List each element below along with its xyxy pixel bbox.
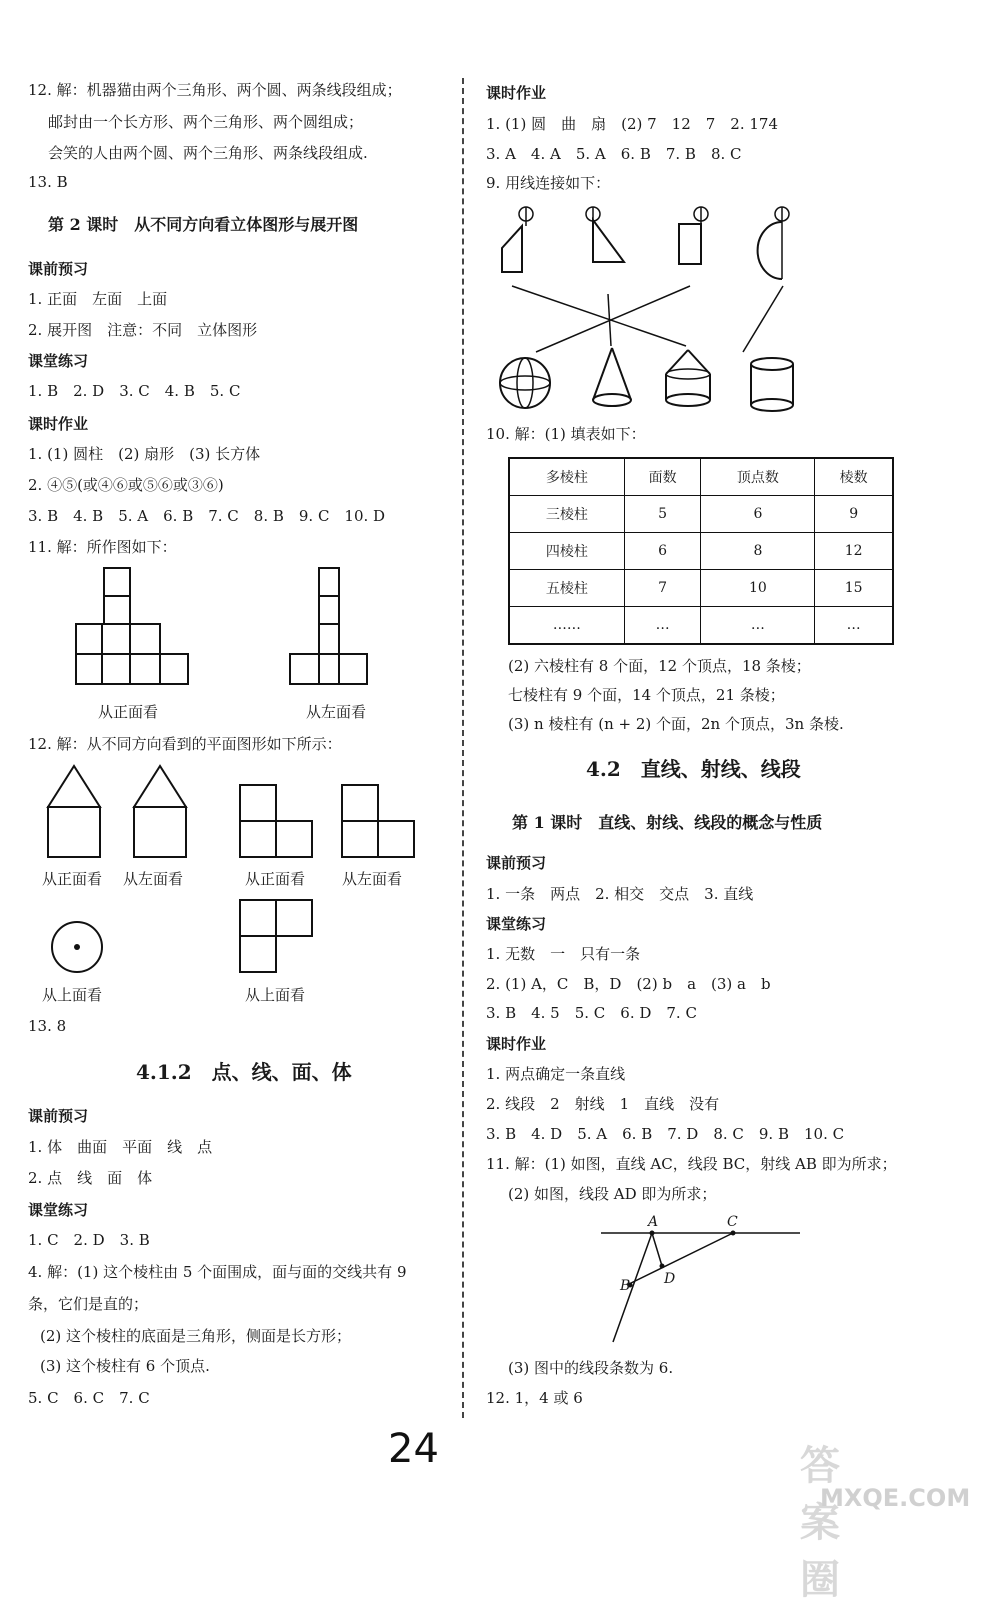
right-answer-1: 1. (1) 圆 曲 扇 (2) 7 12 7 2. 174: [486, 115, 778, 133]
label-left-view-2: 从左面看: [123, 870, 184, 888]
right-answer-10-4: (3) n 棱柱有 (n + 2) 个面，2n 个顶点，3n 条棱.: [508, 715, 844, 733]
table-cell: 7: [624, 570, 701, 607]
label-top-view-2: 从上面看: [245, 986, 306, 1004]
label-front-view-3: 从正面看: [245, 870, 306, 888]
preview-b-answer-1: 1. 体 曲面 平面 线 点: [28, 1138, 213, 1156]
homework-heading: 课时作业: [28, 415, 89, 433]
classwork-b-q4-line4: (3) 这个棱柱有 6 个顶点.: [40, 1357, 210, 1375]
lesson2-title: 第 2 课时 从不同方向看立体图形与展开图: [48, 215, 359, 234]
homework-answer-11: 11. 解：所作图如下：: [28, 538, 177, 556]
preview-answer-2: 2. 展开图 注意：不同 立体图形: [28, 321, 258, 339]
table-cell: ……: [509, 607, 624, 645]
right-answer-9: 9. 用线连接如下：: [486, 174, 611, 192]
page-number: 24: [388, 1426, 439, 1472]
table-cell: 四棱柱: [509, 533, 624, 570]
table-cell: 9: [815, 496, 893, 533]
label-front-view-2: 从正面看: [42, 870, 103, 888]
right-answer-10: 10. 解：(1) 填表如下：: [486, 425, 646, 443]
label-left-view-3: 从左面看: [342, 870, 403, 888]
table-cell: …: [701, 607, 815, 645]
right-classwork-heading: 课堂练习: [486, 915, 547, 933]
table-cell: 10: [701, 570, 815, 607]
table-row: [509, 570, 893, 607]
right-preview-heading: 课前预习: [486, 854, 547, 872]
right-answer-10-2: (2) 六棱柱有 8 个面，12 个顶点，18 条棱；: [508, 657, 811, 675]
table-header-row: [509, 458, 893, 496]
q12-line-2: 邮封由一个长方形、两个三角形、两个圆组成；: [48, 113, 364, 131]
table-cell: …: [624, 607, 701, 645]
table-row: [509, 496, 893, 533]
point-label-d: D: [664, 1271, 676, 1287]
table-header: 多棱柱: [509, 458, 624, 496]
table-cell: 15: [815, 570, 893, 607]
point-label-b: B: [620, 1278, 631, 1294]
table-cell: …: [815, 607, 893, 645]
table-cell: 5: [624, 496, 701, 533]
watermark-url: MXQE.COM: [820, 1484, 971, 1512]
q12-line-3: 会笑的人由两个圆、两个三角形、两条线段组成.: [48, 144, 368, 162]
homework-answer-1: 1. (1) 圆柱 (2) 扇形 (3) 长方体: [28, 445, 261, 463]
right-homework-11c: (3) 图中的线段条数为 6.: [508, 1359, 674, 1377]
right-classwork-1: 1. 无数 一 只有一条: [486, 945, 641, 963]
classwork-heading-2: 课堂练习: [28, 1201, 89, 1219]
homework-answer-13: 13. 8: [28, 1017, 67, 1035]
right-homework-1: 1. 两点确定一条直线: [486, 1065, 626, 1083]
block-views-figure: [70, 560, 400, 692]
right-homework-11b: (2) 如图，线段 AD 即为所求；: [508, 1185, 717, 1203]
classwork-answers: 1. B 2. D 3. C 4. B 5. C: [28, 382, 241, 400]
q12-line-1: 12. 解：机器猫由两个三角形、两个圆、两条线段组成；: [28, 81, 402, 99]
classwork-b-answers-5: 5. C 6. C 7. C: [28, 1389, 150, 1407]
lesson1-title: 第 1 课时 直线、射线、线段的概念与性质: [512, 813, 823, 832]
table-cell: 三棱柱: [509, 496, 624, 533]
table-row: [509, 533, 893, 570]
right-preview-answers: 1. 一条 两点 2. 相交 交点 3. 直线: [486, 885, 754, 903]
table-cell: 6: [701, 496, 815, 533]
preview-answer-1: 1. 正面 左面 上面: [28, 290, 168, 308]
classwork-heading: 课堂练习: [28, 352, 89, 370]
table-cell: 12: [815, 533, 893, 570]
right-classwork-3: 3. B 4. 5 5. C 6. D 7. C: [486, 1004, 697, 1022]
q13-answer: 13. B: [28, 173, 68, 191]
right-classwork-2: 2. (1) A，C B，D (2) b a (3) a b: [486, 975, 771, 993]
classwork-b-q4-line2: 条，它们是直的；: [28, 1295, 149, 1313]
right-answer-10-3: 七棱柱有 9 个面，14 个顶点，21 条棱；: [508, 686, 785, 704]
right-homework-11a: 11. 解：(1) 如图，直线 AC，线段 BC，射线 AB 即为所求；: [486, 1155, 897, 1173]
table-header: 顶点数: [701, 458, 815, 496]
homework-answer-2: 2. ④⑤(或④⑥或⑤⑥或③⑥): [28, 476, 224, 494]
table-cell: 6: [624, 533, 701, 570]
label-front-view: 从正面看: [98, 703, 159, 721]
table-header: 面数: [624, 458, 701, 496]
right-homework-2: 2. 线段 2 射线 1 直线 没有: [486, 1095, 720, 1113]
right-answer-3: 3. A 4. A 5. A 6. B 7. B 8. C: [486, 145, 742, 163]
preview-heading: 课前预习: [28, 260, 89, 278]
table-cell: 五棱柱: [509, 570, 624, 607]
classwork-b-q4-line3: (2) 这个棱柱的底面是三角形，侧面是长方形；: [40, 1327, 352, 1345]
section-4-2-title: 4.2 直线、射线、线段: [586, 757, 801, 781]
matching-figure: [490, 200, 810, 415]
point-label-a: A: [648, 1214, 659, 1230]
section-4-1-2-title: 4.1.2 点、线、面、体: [136, 1060, 352, 1084]
preview-b-answer-2: 2. 点 线 面 体: [28, 1169, 153, 1187]
homework-answer-12: 12. 解：从不同方向看到的平面图形如下所示：: [28, 735, 342, 753]
prism-table: [508, 457, 894, 645]
homework-answer-3: 3. B 4. B 5. A 6. B 7. C 8. B 9. C 10. D: [28, 507, 386, 525]
column-divider: [462, 78, 464, 1418]
classwork-b-q4-line1: 4. 解：(1) 这个棱柱由 5 个面围成，面与面的交线共有 9: [28, 1263, 407, 1281]
classwork-b-answers: 1. C 2. D 3. B: [28, 1231, 150, 1249]
right-homework-heading-2: 课时作业: [486, 1035, 547, 1053]
watermark-text: 答案圈: [800, 1443, 842, 1603]
label-top-view-1: 从上面看: [42, 986, 103, 1004]
point-label-c: C: [727, 1214, 738, 1230]
right-homework-3: 3. B 4. D 5. A 6. B 7. D 8. C 9. B 10. C: [486, 1125, 845, 1143]
table-cell: 8: [701, 533, 815, 570]
preview-heading-2: 课前预习: [28, 1107, 89, 1125]
right-homework-heading: 课时作业: [486, 84, 547, 102]
right-homework-12: 12. 1，4 或 6: [486, 1389, 583, 1407]
label-left-view: 从左面看: [306, 703, 367, 721]
table-row: [509, 607, 893, 645]
table-header: 棱数: [815, 458, 893, 496]
